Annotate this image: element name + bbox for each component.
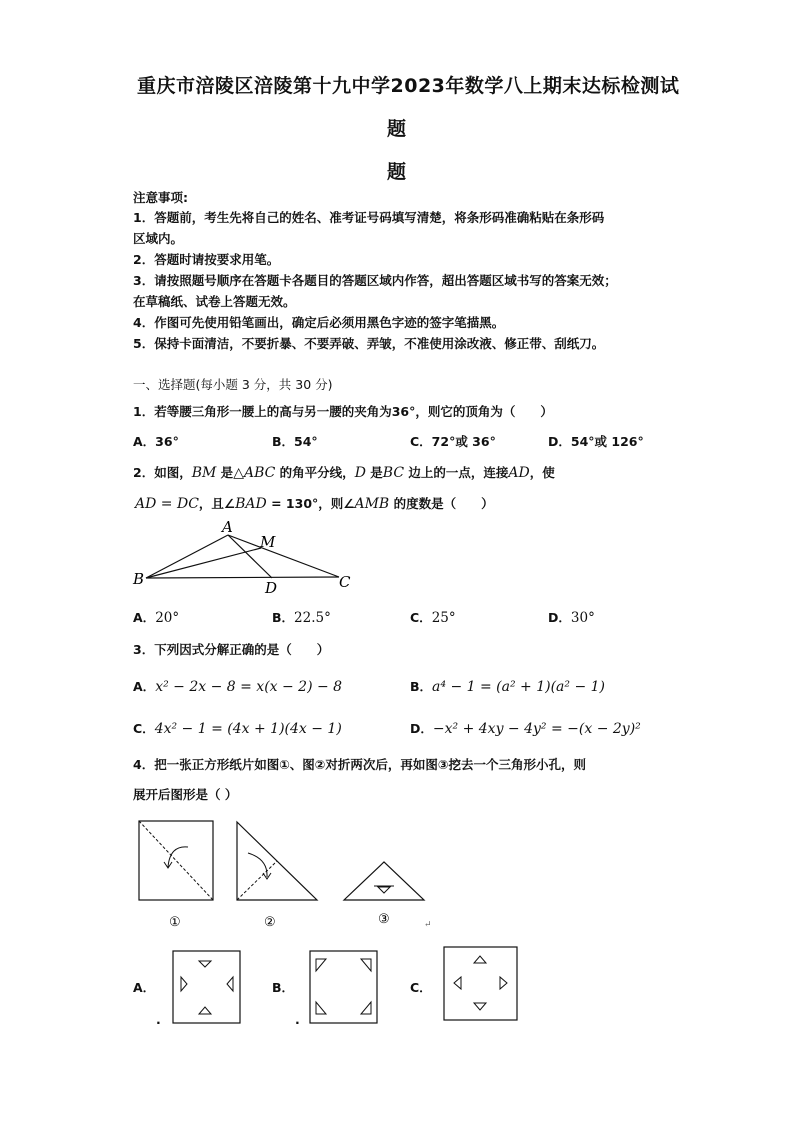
segment-bm (146, 548, 261, 578)
q3-stem: 3．下列因式分解正确的是（ ） (133, 642, 330, 657)
notice-item: 1．答题前，考生先将自己的姓名、准考证号码填写清楚，将条形码准确粘贴在条形码 (133, 210, 605, 225)
q3-option-b-letter: B． (410, 679, 433, 694)
fig2-curved-arrow (248, 853, 267, 877)
q4-option-b-letter: B． (272, 980, 295, 995)
option-c-hole-left (454, 977, 461, 989)
notice-item: 5．保持卡面清洁，不要折暴、不要弄破、弄皱，不准使用涂改液、修正带、刮纸刀。 (133, 336, 605, 351)
notice-item: 4．作图可先使用铅笔画出，确定后必须用黑色字迹的签字笔描黑。 (133, 315, 505, 330)
q2-stem-text: 是 (365, 465, 383, 480)
q4-stem-line2: 展开后图形是（ ） (133, 787, 238, 802)
q2-bad: BAD (235, 496, 267, 512)
q2-stem-text: 边上的一点，连接 (404, 465, 509, 480)
q3-option-d (410, 719, 641, 737)
q2-option-d (548, 608, 595, 626)
label-m: M (260, 533, 276, 551)
fig2-label: ② (264, 915, 276, 930)
page-title-repeat: 题 (387, 161, 407, 183)
q1-stem: 1．若等腰三角形一腰上的高与另一腰的夹角为36°，则它的顶角为（ ） (133, 404, 553, 419)
q2-option-b-value: 22.5° (294, 610, 331, 626)
q2-stem-text: 的度数是（ ） (389, 496, 494, 511)
option-b-hole-bl (316, 1002, 326, 1014)
q1-option-d: D．54°或 126° (548, 434, 644, 449)
q1-option-b: B．54° (272, 434, 318, 449)
label-c: C (339, 573, 351, 591)
q2-stem-text: ，且∠ (198, 496, 236, 511)
notice-heading: 注意事项: (133, 190, 188, 205)
notice-item: 区域内。 (133, 231, 184, 246)
label-d: D (265, 579, 278, 597)
q2-option-c-letter: C． (410, 610, 432, 625)
option-a-hole-top (199, 961, 211, 967)
q4-stem: 4．把一张正方形纸片如图①、图②对折两次后，再如图③挖去一个三角形小孔，则 (133, 757, 586, 772)
segment-ac (228, 535, 339, 577)
q3-option-a (133, 677, 342, 695)
q2-stem (133, 463, 555, 481)
option-b-hole-br (361, 1002, 371, 1014)
option-a-hole-left (181, 977, 187, 991)
q2-option-a (133, 608, 179, 626)
q2-stem-text: 的角平分线， (275, 465, 355, 480)
q4-option-b-dot: . (295, 1012, 300, 1027)
q2-option-b-letter: B． (272, 610, 295, 625)
q3-option-c (133, 719, 342, 737)
q2-stem-text: 是 (216, 465, 234, 480)
option-c-hole-right (500, 977, 507, 989)
q2-abc: △ABC (233, 465, 276, 481)
q2-option-a-value: 20° (155, 610, 180, 626)
option-b-hole-tl (316, 959, 326, 971)
fig1-fold-line (139, 821, 213, 900)
fig2-fold-line (237, 861, 277, 900)
segment-ba (146, 535, 228, 578)
q2-ad: AD (508, 465, 530, 481)
q3-option-d-letter: D． (410, 721, 433, 736)
q4-folding-figures (130, 815, 460, 935)
q2-bc: BC (382, 465, 405, 481)
section-heading: 一、选择题(每小题 3 分，共 30 分) (133, 377, 333, 392)
q3-option-a-expr: x² − 2x − 8 = x(x − 2) − 8 (155, 679, 343, 695)
q2-option-b (272, 608, 331, 626)
q2-d: D (354, 465, 366, 481)
q2-ad-eq-dc: AD = DC (135, 496, 199, 512)
q3-option-d-expr: −x² + 4xy − 4y² = −(x − 2y)² (432, 721, 641, 737)
label-a: A (222, 518, 233, 536)
q3-option-b-expr: a⁴ − 1 = (a² + 1)(a² − 1) (432, 679, 606, 695)
fig1-label: ① (169, 915, 181, 930)
q2-option-c-value: 25° (431, 610, 456, 626)
q4-option-a-dot: . (156, 1012, 161, 1027)
q2-stem-text: = 130°，则∠ (266, 496, 355, 511)
q3-option-c-letter: C． (133, 721, 155, 736)
q2-option-a-letter: A． (133, 610, 156, 625)
return-mark: ↵ (424, 920, 432, 930)
q2-stem-text: ，使 (529, 465, 555, 480)
fig3-hole (378, 887, 390, 893)
q2-bm: BM (191, 465, 217, 481)
option-c-hole-bottom (474, 1003, 486, 1010)
q2-option-d-value: 30° (570, 610, 595, 626)
fig3-label: ③ (378, 912, 390, 927)
q4-option-c-letter: C． (410, 980, 432, 995)
q2-stem-line2 (135, 494, 494, 512)
option-b-hole-tr (361, 959, 371, 971)
q2-amb: AMB (354, 496, 390, 512)
q2-triangle-figure (132, 518, 362, 598)
q2-option-c (410, 608, 456, 626)
q4-option-b-figure (309, 950, 379, 1025)
q1-option-c: C．72°或 36° (410, 434, 496, 449)
fig3-triangle (344, 862, 424, 900)
option-a-hole-bottom (199, 1007, 211, 1014)
option-c-hole-top (474, 956, 486, 963)
q4-option-c-figure (443, 946, 519, 1022)
label-b: B (133, 570, 145, 588)
q2-option-d-letter: D． (548, 610, 571, 625)
q2-stem-text: 2．如图， (133, 465, 192, 480)
page-title-continuation: 题 (387, 118, 407, 140)
option-a-hole-right (227, 977, 233, 991)
q4-option-a-figure (172, 950, 242, 1025)
q3-option-b (410, 677, 605, 695)
option-b-square (310, 951, 377, 1023)
notice-item: 2．答题时请按要求用笔。 (133, 252, 280, 267)
q3-option-c-expr: 4x² − 1 = (4x + 1)(4x − 1) (154, 721, 342, 737)
notice-item: 在草稿纸、试卷上答题无效。 (133, 294, 296, 309)
page-title: 重庆市涪陵区涪陵第十九中学2023年数学八上期末达标检测试 (137, 75, 680, 97)
q4-option-a-letter: A． (133, 980, 156, 995)
q1-option-a: A．36° (133, 434, 179, 449)
segment-bc (146, 577, 339, 578)
q3-option-a-letter: A． (133, 679, 156, 694)
notice-item: 3．请按照题号顺序在答题卡各题目的答题区域内作答，超出答题区域书写的答案无效； (133, 273, 617, 288)
